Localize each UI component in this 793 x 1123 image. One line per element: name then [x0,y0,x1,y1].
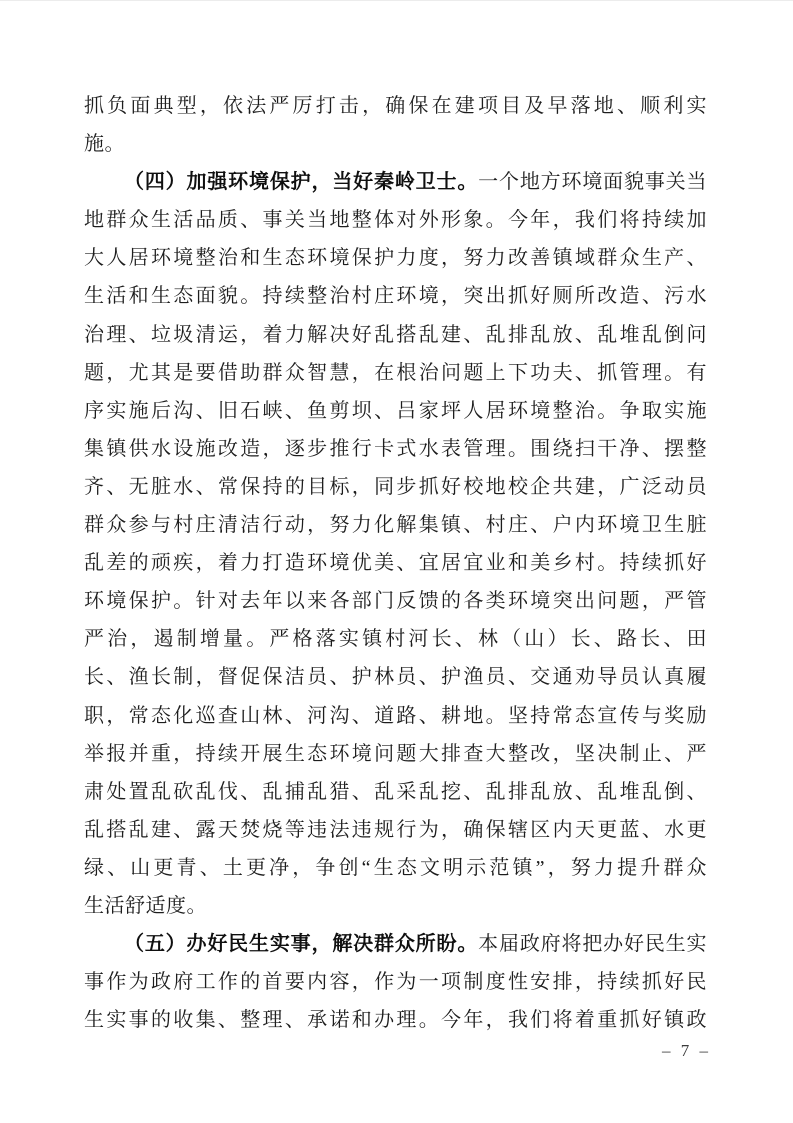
text-line [84,125,707,163]
line-text: 地群众生活品质、事关当地整体对外形象。今年，我们将持续加 [84,209,707,232]
text-line [84,392,707,430]
document-body [84,87,707,1039]
line-text: 抓负面典型，依法严厉打击，确保在建项目及早落地、顺利实 [84,95,707,117]
line-text: 生实事的收集、整理、承诺和办理。今年，我们将着重抓好镇政 [84,1009,707,1032]
section-heading-4: （四）加强环境保护，当好秦岭卫士。 [124,171,479,194]
text-line [84,925,707,963]
text-line [84,163,707,201]
text-line [84,697,707,735]
text-line [84,658,707,696]
text-line [84,887,707,925]
line-text: 集镇供水设施改造，逐步推行卡式水表管理。围绕扫干净、摆整 [84,437,707,460]
line-text: 生活和生态面貌。持续整治村庄环境，突出抓好厕所改造、污水 [84,285,707,308]
page-number: – 7 – [662,1041,711,1060]
line-text: 题，尤其是要借助群众智慧，在根治问题上下功夫、抓管理。有 [84,361,707,384]
text-line [84,316,707,354]
text-line [84,963,707,1001]
text-line [84,620,707,658]
section-heading-5: （五）办好民生实事，解决群众所盼。 [124,933,479,956]
text-line [84,87,707,125]
text-line [84,735,707,773]
line-text: 绿、山更青、土更净，争创“生态文明示范镇”，努力提升群众 [84,856,707,879]
line-text: 长、渔长制，督促保洁员、护林员、护渔员、交通劝导员认真履 [84,666,707,689]
text-line [84,849,707,887]
line-text: 职，常态化巡查山林、河沟、道路、耕地。坚持常态宣传与奖励 [84,704,707,727]
line-text: 生活舒适度。 [84,894,207,917]
text-line [84,811,707,849]
text-line [84,239,707,277]
text-line [84,773,707,811]
line-text: 事作为政府工作的首要内容，作为一项制度性安排，持续抓好民 [84,971,707,994]
text-line [84,201,707,239]
line-text: 乱搭乱建、露天焚烧等违法违规行为，确保辖区内天更蓝、水更 [84,818,707,841]
text-line [84,1001,707,1039]
line-text: 齐、无脏水、常保持的目标，同步抓好校地校企共建，广泛动员 [84,475,707,498]
text-line [84,506,707,544]
line-text: 本届政府将把办好民生实 [478,933,708,956]
line-text: 治理、垃圾清运，着力解决好乱搭乱建、乱排乱放、乱堆乱倒问 [84,323,707,346]
text-line [84,468,707,506]
line-text: 严治，遏制增量。严格落实镇村河长、林（山）长、路长、田 [84,628,707,651]
line-text: 大人居环境整治和生态环境保护力度，努力改善镇域群众生产、 [84,247,707,270]
line-text: 环境保护。针对去年以来各部门反馈的各类环境突出问题，严管 [84,590,707,613]
line-text: 肃处置乱砍乱伐、乱捕乱猎、乱采乱挖、乱排乱放、乱堆乱倒、 [84,780,707,803]
line-text: 一个地方环境面貌事关当 [478,171,708,194]
text-line [84,582,707,620]
text-line [84,544,707,582]
line-text: 乱差的顽疾，着力打造环境优美、宜居宜业和美乡村。持续抓好 [84,552,707,575]
text-line [84,430,707,468]
text-line [84,354,707,392]
text-line [84,277,707,315]
line-text: 序实施后沟、旧石峡、鱼剪坝、吕家坪人居环境整治。争取实施 [84,399,707,422]
line-text: 施。 [84,133,125,156]
line-text: 举报并重，持续开展生态环境问题大排查大整改，坚决制止、严 [84,742,707,765]
line-text: 群众参与村庄清洁行动，努力化解集镇、村庄、户内环境卫生脏 [84,514,707,537]
